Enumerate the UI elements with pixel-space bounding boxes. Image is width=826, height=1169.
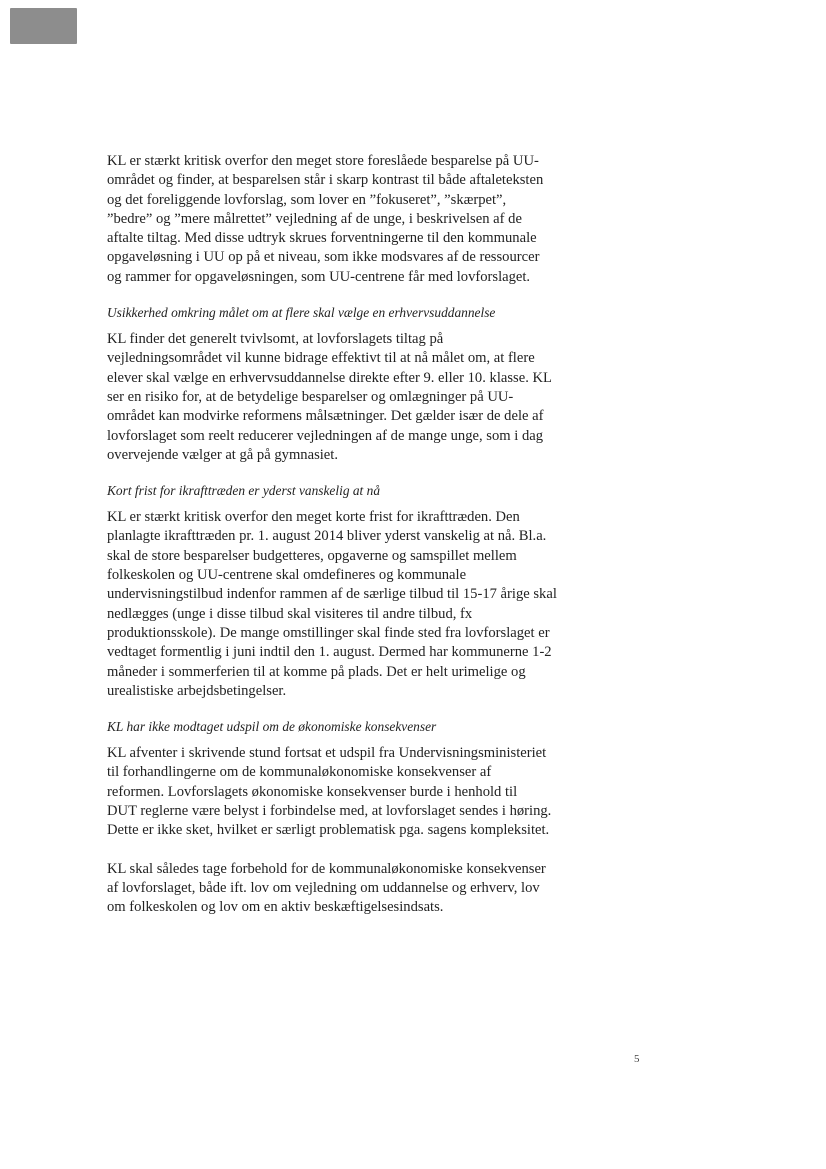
text-line: om folkeskolen og lov om en aktiv beskæftigelsesindsats. [107, 899, 444, 916]
text-line: skal de store besparelser budgetteres, opgaverne og samspillet mellem [107, 547, 517, 564]
section-heading-uncertainty: Usikkerhed omkring målet om at flere skal vælge en erhvervsuddannelse [107, 305, 496, 321]
text-line: elever skal vælge en erhvervsuddannelse direkte efter 9. eller 10. klasse. KL [107, 369, 552, 386]
text-line: undervisningstilbud indenfor rammen af de særlige tilbud til 15-17 årige skal [107, 586, 557, 603]
paragraph-economic [107, 744, 627, 840]
text-line: KL er stærkt kritisk overfor den meget store foreslåede besparelse på UU- [107, 153, 539, 169]
text-line: reformen. Lovforslagets økonomiske konsekvenser burde i henhold til [107, 783, 518, 800]
text-line: måneder i sommerferien til at komme på plads. Det er helt urimelige og [107, 663, 526, 680]
paragraph-reservation [107, 860, 627, 918]
text-line: KL er stærkt kritisk overfor den meget korte frist for ikrafttræden. Den [107, 509, 520, 526]
page-number: 5 [634, 1053, 640, 1065]
text-line: folkeskolen og UU-centrene skal omdefineres og kommunale [107, 567, 467, 584]
text-line: ”bedre” og ”mere målrettet” vejledning af de unge, i beskrivelsen af de [107, 210, 522, 227]
text-line: produktionsskole). De mange omstillinger skal finde sted fra lovforslaget er [107, 624, 550, 641]
text-line: af lovforslaget, både ift. lov om vejledning om uddannelse og erhverv, lov [107, 879, 540, 896]
text-line: aftalte tiltag. Med disse udtryk skrues forventningerne til den kommunale [107, 230, 537, 247]
paragraph-uncertainty [107, 330, 627, 465]
text-line: området og finder, at besparelsen står i skarp kontrast til både aftaleteksten [107, 172, 544, 189]
text-line: DUT reglerne være belyst i forbindelse med, at lovforslaget sendes i høring. [107, 803, 552, 820]
text-line: vejledningsområdet vil kunne bidrage effektivt til at nå målet om, at flere [107, 350, 535, 367]
text-line: lovforslaget som reelt reducerer vejledningen af de mange unge, som i dag [107, 427, 544, 444]
text-line: opgaveløsning i UU op på et niveau, som ikke modsvares af de ressourcer [107, 249, 540, 266]
text-line: vedtaget formentlig i juni indtil den 1. august. Dermed har kommunerne 1-2 [107, 644, 552, 661]
text-line: ser en risiko for, at de betydelige besparelser og omlægninger på UU- [107, 388, 514, 405]
text-line: KL afventer i skrivende stund fortsat et udspil fra Undervisningsministeriet [107, 745, 547, 762]
text-line: nedlægges (unge i disse tilbud skal visiteres til andre tilbud, fx [107, 605, 473, 622]
text-line: og rammer for opgaveløsningen, som UU-centrene får med lovforslaget. [107, 268, 531, 285]
document-body [107, 152, 627, 918]
text-line: planlagte ikrafttræden pr. 1. august 2014 bliver yderst vanskelig at nå. Bl.a. [107, 528, 547, 545]
text-line: og det foreliggende lovforslag, som lover en ”fokuseret”, ”skærpet”, [107, 191, 507, 208]
text-line: KL skal således tage forbehold for de kommunaløkonomiske konsekvenser [107, 860, 546, 877]
paragraph-deadline [107, 508, 627, 701]
text-line: Dette er ikke sket, hvilket er særligt problematisk pga. sagens kompleksitet. [107, 822, 550, 839]
text-line: urealistiske arbejdsbetingelser. [107, 682, 287, 699]
text-line: området kan modvirke reformens målsætninger. Det gælder især de dele af [107, 408, 544, 425]
text-line: til forhandlingerne om de kommunaløkonomiske konsekvenser af [107, 764, 492, 781]
text-line: KL finder det generelt tvivlsomt, at lovforslagets tiltag på [107, 331, 444, 348]
paragraph-intro [107, 152, 627, 287]
section-heading-economic: KL har ikke modtaget udspil om de økonomiske konsekvenser [107, 719, 437, 735]
text-line: overvejende vælger at gå på gymnasiet. [107, 446, 338, 463]
scan-artifact [10, 8, 77, 44]
section-heading-deadline: Kort frist for ikrafttræden er yderst vanskelig at nå [107, 483, 381, 499]
